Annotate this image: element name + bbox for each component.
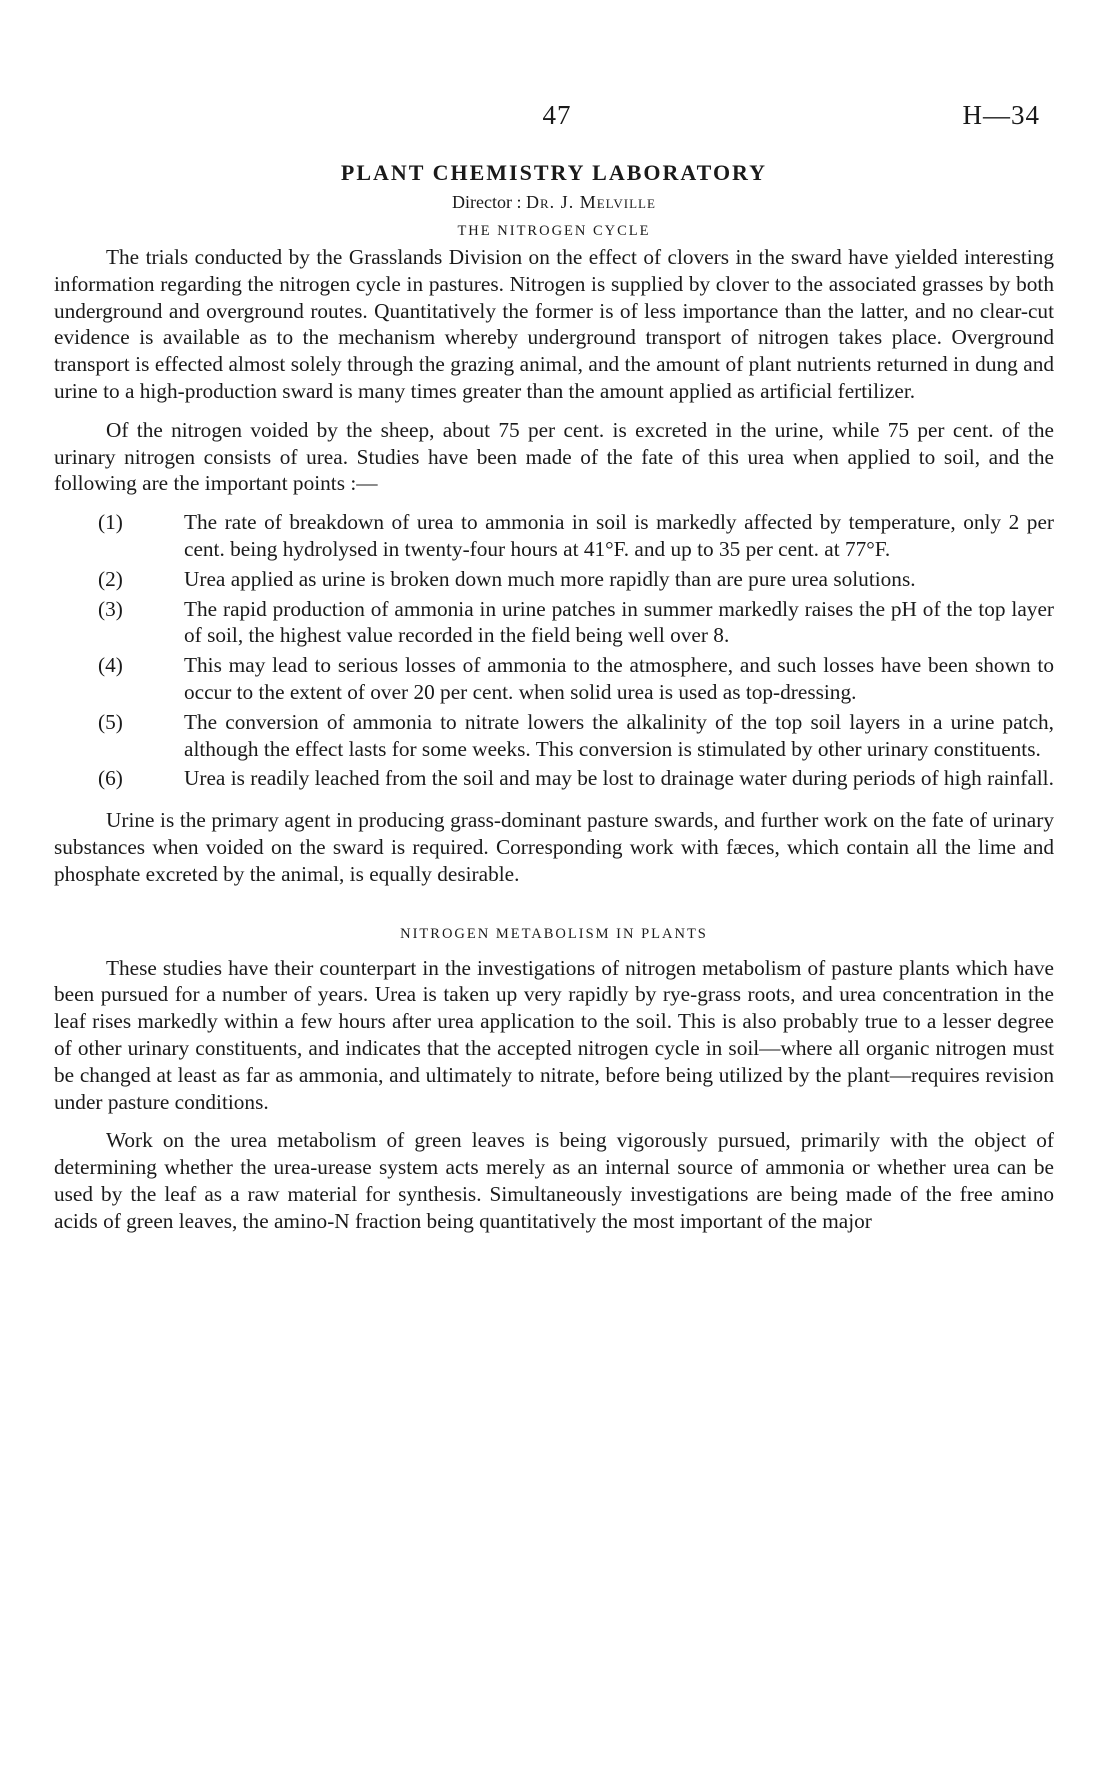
director-name: Dr. J. Melville (526, 192, 656, 212)
document-reference: H—34 (962, 100, 1040, 130)
point-number: (5) (98, 709, 123, 734)
list-item (54, 709, 1054, 763)
point-text: This may lead to serious losses of ammonia to the atmosphere, and such losses have been shown to occur to the extent of over 20 per cent. when solid urea is used as top-dressing. (184, 653, 1054, 704)
paragraph: Urine is the primary agent in producing grass-dominant pasture swards, and further work on the fate of urinary substances when voided on the sward is required. Corresponding work with fæces, which contain all the lime and phosphate excreted by the animal, is equally desirable. (54, 808, 1054, 886)
director-line (54, 192, 1054, 213)
point-text: Urea is readily leached from the soil and may be lost to drainage water during periods of high rainfall. (184, 766, 1054, 791)
section-title: PLANT CHEMISTRY LABORATORY (340, 160, 768, 185)
list-item (54, 765, 1054, 792)
list-item (54, 596, 1054, 650)
director-label: Director : (452, 192, 522, 212)
point-number: (1) (98, 510, 123, 535)
paragraph: The trials conducted by the Grasslands Division on the effect of clovers in the sward have yielded interesting information regarding the nitrogen cycle in pastures. Nitrogen is supplied by clover to the associated grasses by both underground and overground routes. Quantitatively the former is of less importance than the latter, and no clear-cut evidence is available as to the mechanism whereby underground transport of nitrogen takes place. Overground transport is effected almost solely through the grazing animal, and the amount of plant nutrients returned in dung and urine to a high-production sward is many times greater than the amount applied as artificial fertilizer. (54, 245, 1054, 403)
report-body (54, 160, 1054, 1235)
point-text: The conversion of ammonia to nitrate lowers the alkalinity of the top soil layers in a urine patch, although the effect lasts for some weeks. This conversion is stimulated by other urinary constituents. (184, 709, 1054, 761)
point-number: (6) (98, 766, 123, 791)
paragraph: These studies have their counterpart in the investigations of nitrogen metabolism of pasture plants which have been pursued for a number of years. Urea is taken up very rapidly by rye-grass roots, and urea concentration in the leaf rises markedly within a few hours after urea application to the soil. This is also probably true to a lesser degree of other urinary constituents, and indicates that the accepted nitrogen cycle in soil—where all organic nitrogen must be changed at least as far as ammonia, and ultimately to nitrate, before being utilized by the plant—requires revision under pasture conditions. (54, 955, 1054, 1114)
paragraph: Work on the urea metabolism of green leaves is being vigorously pursued, primarily with the object of determining whether the urea-urease system acts merely as an internal source of ammonia or whether urea can be used by the leaf as a raw material for synthesis. Simultaneously investigations are being made of the free amino acids of green leaves, the amino-N fraction being quantitatively the most important of the major (54, 1128, 1054, 1233)
list-item (54, 509, 1054, 563)
paragraph: Of the nitrogen voided by the sheep, about 75 per cent. is excreted in the urine, while 75 per cent. of the urinary nitrogen consists of urea. Studies have been made of the fate of this urea when applied to soil, and the following are the important points :— (54, 417, 1054, 496)
point-text: The rate of breakdown of urea to ammonia in soil is markedly affected by temperature, only 2 per cent. being hydrolysed in twenty-four hours at 41°F. and up to 35 per cent. at 77°F. (184, 510, 1054, 561)
list-item (54, 652, 1054, 706)
point-text: The rapid production of ammonia in urine patches in summer markedly raises the pH of the top layer of soil, the highest value recorded in the field being well over 8. (184, 596, 1054, 648)
page-number: 47 (542, 100, 572, 130)
point-number: (4) (98, 653, 123, 678)
point-number: (3) (98, 596, 123, 621)
point-text: Urea applied as urine is broken down much more rapidly than are pure urea solutions. (184, 566, 916, 591)
point-number: (2) (98, 566, 123, 591)
subheading-nitrogen-metabolism: NITROGEN METABOLISM IN PLANTS (400, 925, 708, 942)
list-item (54, 566, 1054, 593)
subheading-nitrogen-cycle: THE NITROGEN CYCLE (457, 223, 651, 239)
numbered-points (54, 509, 1054, 792)
